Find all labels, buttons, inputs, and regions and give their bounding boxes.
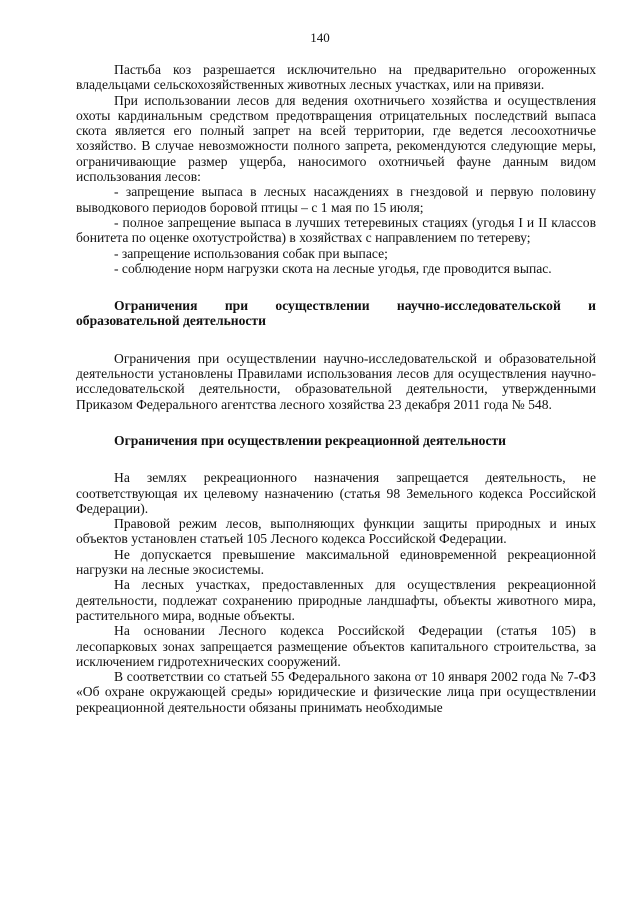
document-body	[76, 62, 596, 715]
list-item: - запрещение выпаса в лесных насаждениях в гнездовой и первую половину выводкового периодов боровой птицы – с 1 мая по 15 июля;	[76, 184, 596, 215]
paragraph: Не допускается превышение максимальной единовременной рекреационной нагрузки на лесные экосистемы.	[76, 546, 596, 578]
paragraph: В соответствии со статьей 55 Федерального закона от 10 января 2002 года № 7-ФЗ «Об охране окружающей среды» юридические и физические лица при осуществлении рекреационной деятельности обязаны принимать необходимые	[76, 669, 596, 715]
paragraph: На основании Лесного кодекса Российской Федерации (статья 105) в лесопарковых зонах запрещается размещение объектов капитального строительства, за исключением гидротехнических сооружений.	[76, 623, 596, 669]
paragraph: При использовании лесов для ведения охотничьего хозяйства и осуществления охоты кардинальным средством предотвращения отрицательных последствий выпаса скота является его полный запрет на всей территории, где ведется лесоохотничье хозяйство. В случае невозможности полного запрета, рекомендуются следующие меры, ограничивающие размер ущерба, наносимого охотничьей фауне данным видом использования лесов:	[76, 92, 596, 185]
paragraph: На землях рекреационного назначения запрещается деятельность, не соответствующая их целевому назначению (статья 98 Земельного кодекса Российской Федерации).	[76, 470, 596, 516]
list-item: - соблюдение норм нагрузки скота на лесные угодья, где проводится выпас.	[114, 260, 552, 276]
paragraph: Пастьба коз разрешается исключительно на предварительно огороженных владельцами сельскохозяйственных животных лесных участках, или на привязи.	[76, 62, 596, 93]
page-number: 140	[310, 30, 330, 45]
section-heading: Ограничения при осуществлении рекреационной деятельности	[114, 432, 506, 448]
section-heading: Ограничения при осуществлении научно-исследовательской и образовательной деятельности	[76, 298, 596, 329]
paragraph: Ограничения при осуществлении научно-исследовательской и образовательной деятельности установлены Правилами использования лесов для осуществления научно-исследовательской деятельности, образовательной деятельности, утвержденными Приказом Федерального агентства лесного хозяйства 23 декабря 2011 года № 548.	[76, 350, 596, 412]
paragraph: На лесных участках, предоставленных для осуществления рекреационной деятельности, подлежат сохранению природные ландшафты, объекты животного мира, растительного мира, водные объекты.	[76, 577, 596, 623]
list-item: - полное запрещение выпаса в лучших тетеревиных стациях (угодья I и II классов бонитета по оценке охотустройства) в хозяйствах с направлением по тетереву;	[76, 214, 596, 246]
paragraph: Правовой режим лесов, выполняющих функции защиты природных и иных объектов установлен статьей 105 Лесного кодекса Российской Федерации.	[76, 516, 596, 547]
list-item: - запрещение использования собак при выпасе;	[114, 245, 388, 261]
